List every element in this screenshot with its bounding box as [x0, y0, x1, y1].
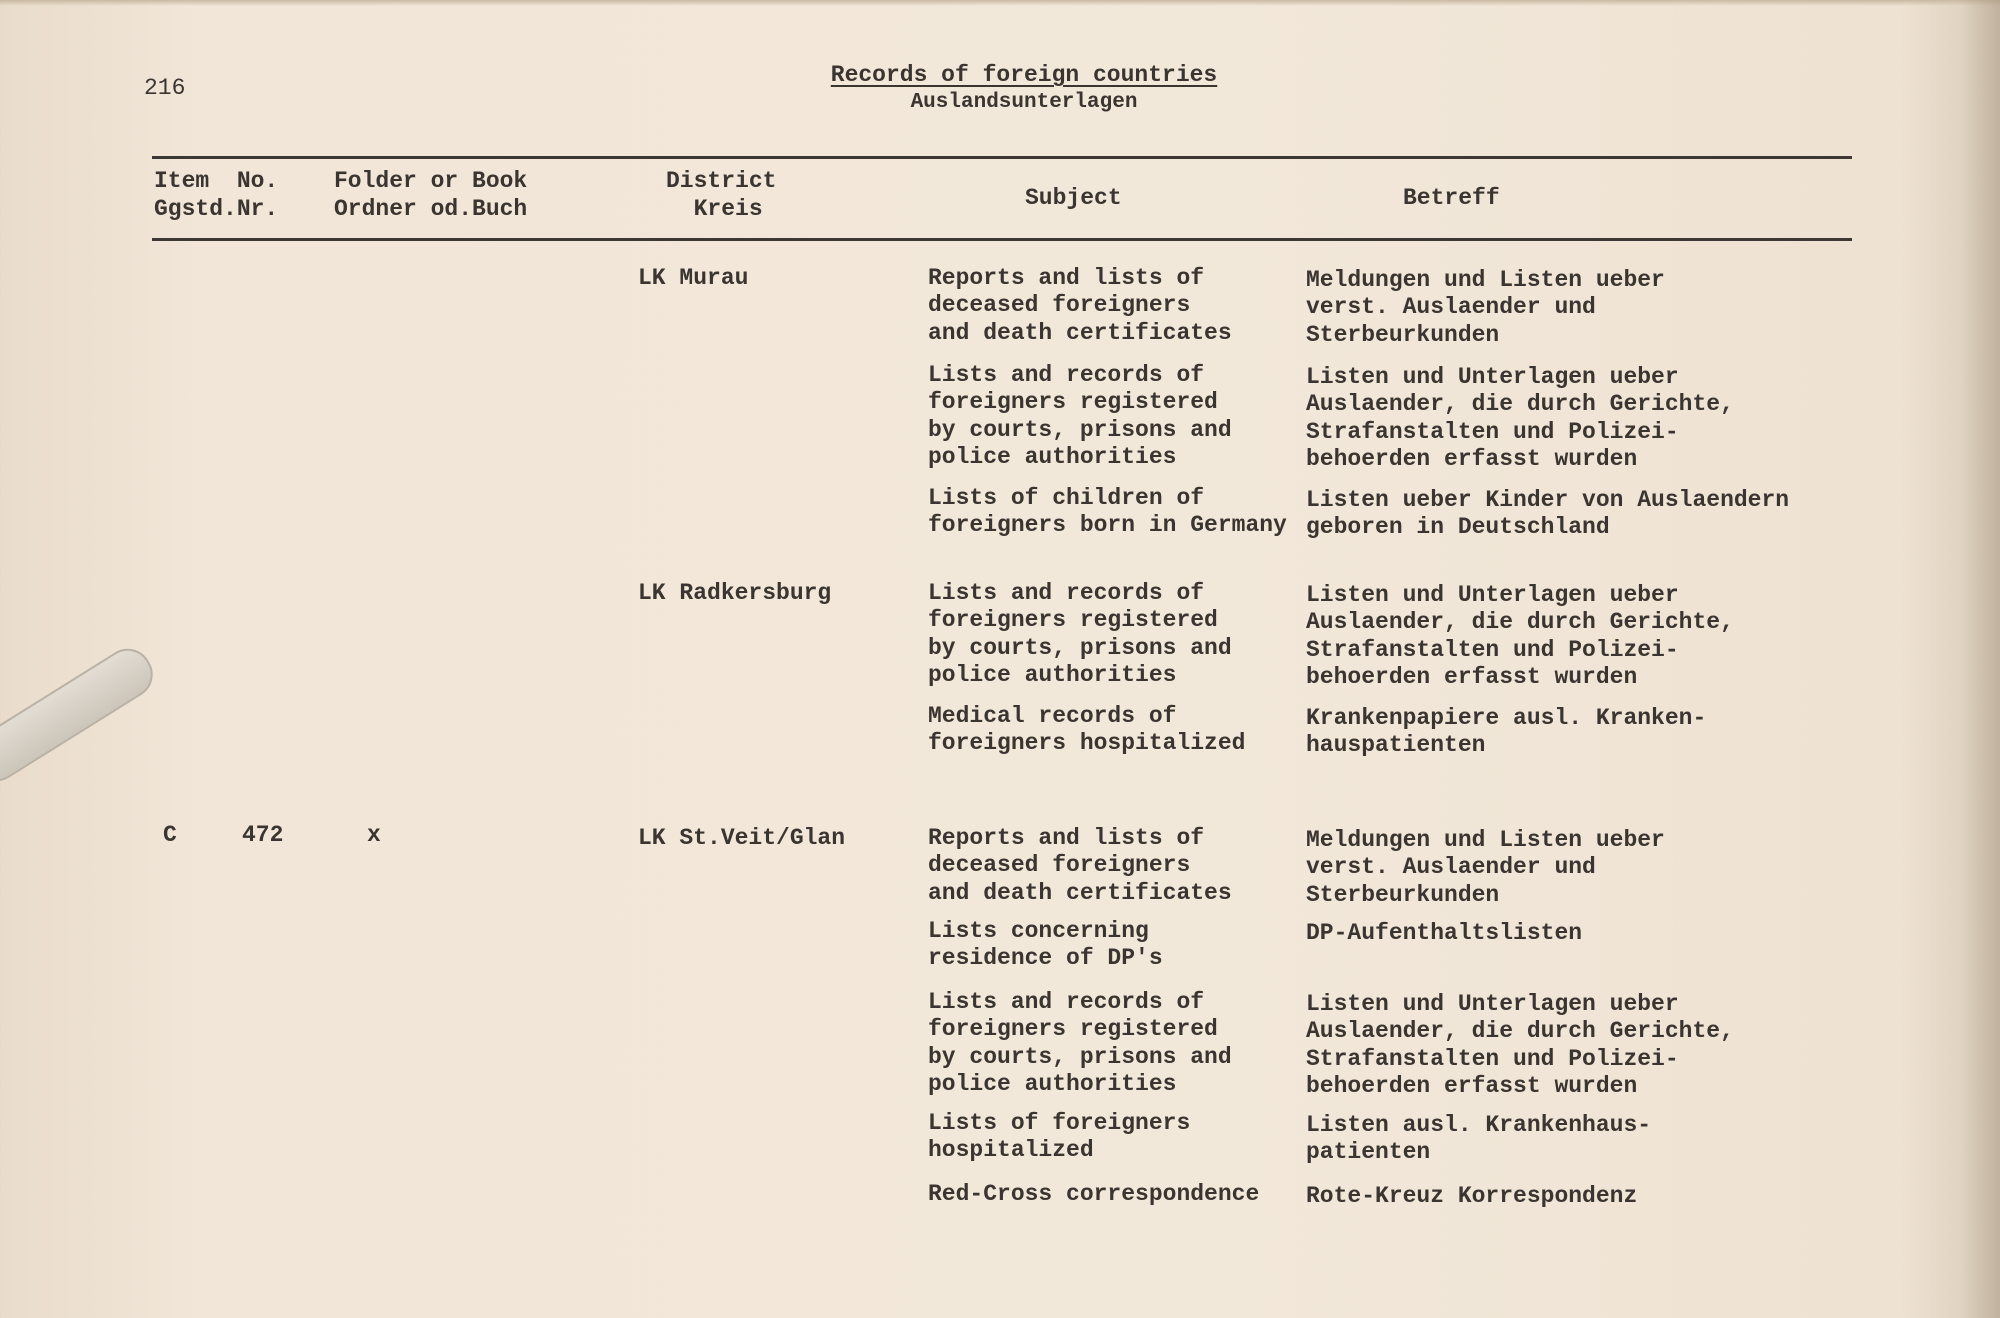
header-folder-en: Folder or Book	[334, 168, 528, 194]
entry-subject: Reports and lists of deceased foreigners and death certificates	[928, 825, 1232, 906]
page-clip	[0, 640, 162, 791]
item-number: 472	[242, 822, 284, 848]
page-top-edge	[0, 0, 2000, 6]
folder-mark: x	[367, 822, 381, 848]
entry-betreff: DP-Aufenthaltslisten	[1306, 920, 1583, 946]
entry-betreff: Meldungen und Listen ueber verst. Auslaender und Sterbeurkunden	[1306, 267, 1665, 348]
header-district-en: District	[666, 168, 777, 194]
header-item-en: Item No.	[154, 168, 279, 194]
header-item-de: Ggstd.Nr.	[154, 196, 279, 222]
entry-subject: Lists of children of foreigners born in Germany	[928, 485, 1287, 539]
header-bottom-rule	[152, 238, 1852, 241]
entry-subject: Reports and lists of deceased foreigners and death certificates	[928, 265, 1232, 346]
header-top-rule	[152, 156, 1852, 159]
page-number: 216	[144, 75, 186, 101]
entry-betreff: Listen ausl. Krankenhaus- patienten	[1306, 1112, 1652, 1166]
entry-betreff: Listen ueber Kinder von Auslaendern geboren in Deutschland	[1306, 487, 1790, 541]
district-radkersburg: LK Radkersburg	[638, 580, 832, 606]
entry-subject: Red-Cross correspondence	[928, 1181, 1260, 1207]
entry-subject: Lists of foreigners hospitalized	[928, 1110, 1191, 1164]
page-subtitle: Auslandsunterlagen	[910, 91, 1138, 114]
entry-betreff: Meldungen und Listen ueber verst. Auslaender und Sterbeurkunden	[1306, 827, 1665, 908]
item-letter: C	[163, 822, 177, 848]
entry-betreff: Krankenpapiere ausl. Kranken- hauspatienten	[1306, 705, 1707, 759]
header-district-de: Kreis	[666, 196, 763, 222]
entry-betreff: Listen und Unterlagen ueber Auslaender, die durch Gerichte, Strafanstalten und Polizei- behoerden erfasst wurden	[1306, 582, 1734, 691]
entry-subject: Medical records of foreigners hospitalized	[928, 703, 1246, 757]
district-st-veit: LK St.Veit/Glan	[638, 825, 846, 851]
header-folder-de: Ordner od.Buch	[334, 196, 528, 222]
entry-betreff: Listen und Unterlagen ueber Auslaender, die durch Gerichte, Strafanstalten und Polizei- behoerden erfasst wurden	[1306, 364, 1734, 473]
header-betreff: Betreff	[1403, 185, 1500, 211]
entry-subject: Lists and records of foreigners registered by courts, prisons and police authorities	[928, 580, 1232, 689]
entry-subject: Lists concerning residence of DP's	[928, 918, 1163, 972]
entry-betreff: Rote-Kreuz Korrespondenz	[1306, 1183, 1638, 1209]
entry-subject: Lists and records of foreigners registered by courts, prisons and police authorities	[928, 989, 1232, 1098]
entry-subject: Lists and records of foreigners registered by courts, prisons and police authorities	[928, 362, 1232, 471]
page-binding-shadow	[1960, 0, 2000, 1318]
district-murau: LK Murau	[638, 265, 749, 291]
page-title: Records of foreign countries	[830, 62, 1218, 88]
header-subject: Subject	[1025, 185, 1122, 211]
entry-betreff: Listen und Unterlagen ueber Auslaender, die durch Gerichte, Strafanstalten und Polizei- behoerden erfasst wurden	[1306, 991, 1734, 1100]
